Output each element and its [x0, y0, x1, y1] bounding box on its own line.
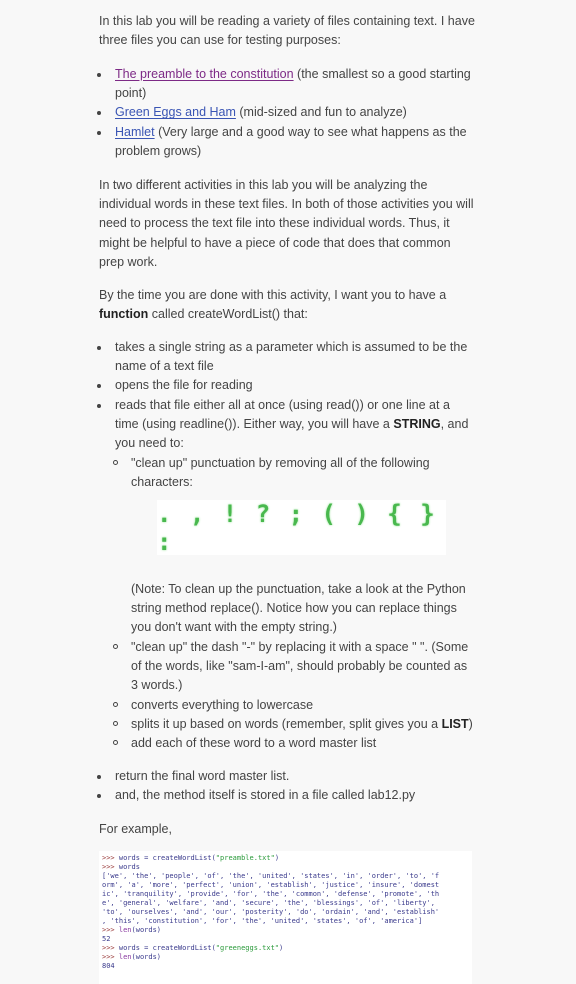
- green-eggs-link[interactable]: Green Eggs and Ham: [115, 105, 236, 120]
- preamble-link[interactable]: The preamble to the constitution: [115, 67, 294, 81]
- intro-paragraph: In this lab you will be reading a variety of files containing text. I have three files you can use for testing purposes:: [99, 14, 475, 48]
- list-item: "clean up" punctuation by removing all of the following characters:: [131, 454, 476, 492]
- list-item: Hamlet (Very large and a good way to see what happens as the problem grows): [115, 123, 475, 161]
- list-item: "clean up" the dash "-" by replacing it with a space " ". (Some of the words, like "sam-I-am", should probably be counted as 3 words.): [131, 638, 476, 696]
- requirements-list: [115, 338, 475, 453]
- function-paragraph: By the time you are done with this activity, I want you to have a function called createWordList() that:: [99, 288, 447, 322]
- example-label: For example,: [99, 822, 172, 836]
- list-item: and, the method itself is stored in a file called lab12.py: [115, 786, 475, 805]
- list-item: add each of these word to a word master list: [131, 734, 476, 753]
- list-bold: LIST: [441, 716, 469, 731]
- list-item: splits it up based on words (remember, split gives you a LIST): [131, 715, 476, 734]
- hamlet-link[interactable]: Hamlet: [115, 124, 155, 139]
- code-example: >>> words = createWordList("preamble.txt") >>> words ['we', 'the', 'people', 'of', 'the', 'united', 'states', 'in', 'order', 'to', 'f orm', 'a', 'more', 'perfect', 'union', 'establish', 'justice', 'insure', 'domest ic', 'tranquility', 'provide', 'for', 'the', 'common', 'defense', 'promote', 'th e', 'general', 'welfare', 'and', 'secure', 'the', 'blessings', 'of', 'liberty', 'to', 'ourselves', 'and', 'our', 'posterity', 'do', 'ordain', 'and', 'establish' , 'this', 'constitution', 'for', 'the', 'united', 'states', 'of', 'america'] >>> len(words) 52 >>> words = createWordList("greeneggs.txt") >>> len(words) 804: [99, 851, 472, 984]
- replace-note: (Note: To clean up the punctuation, take a look at the Python string method replace(). Notice how you can replace things you don't want with the empty string.): [131, 582, 466, 635]
- cleanup-list-a: [131, 454, 476, 492]
- list-item: Green Eggs and Ham (mid-sized and fun to analyze): [115, 103, 475, 122]
- list-item: converts everything to lowercase: [131, 696, 476, 715]
- punctuation-image: [157, 500, 446, 555]
- function-bold: function: [99, 307, 149, 322]
- list-item: The preamble to the constitution (the smallest so a good starting point): [115, 65, 475, 103]
- punctuation-characters: . , ! ? ; ( ) { } :: [157, 499, 437, 556]
- string-bold: STRING: [393, 416, 441, 431]
- cleanup-list-b: [131, 638, 476, 753]
- requirements-list-end: [115, 767, 475, 805]
- list-item: takes a single string as a parameter which is assumed to be the name of a text file: [115, 338, 475, 376]
- activities-paragraph: In two different activities in this lab you will be analyzing the individual words in these text files. In both of those activities you will need to process the text file into these individual words. Thus, it might be helpful to have a piece of code that does that common prep work.: [99, 178, 474, 269]
- file-list: [115, 65, 475, 161]
- list-item: return the final word master list.: [115, 767, 475, 786]
- list-item: opens the file for reading: [115, 376, 475, 395]
- list-item: reads that file either all at once (using read()) or one line at a time (using readline()). Either way, you will have a STRING, and you need to:: [115, 396, 475, 454]
